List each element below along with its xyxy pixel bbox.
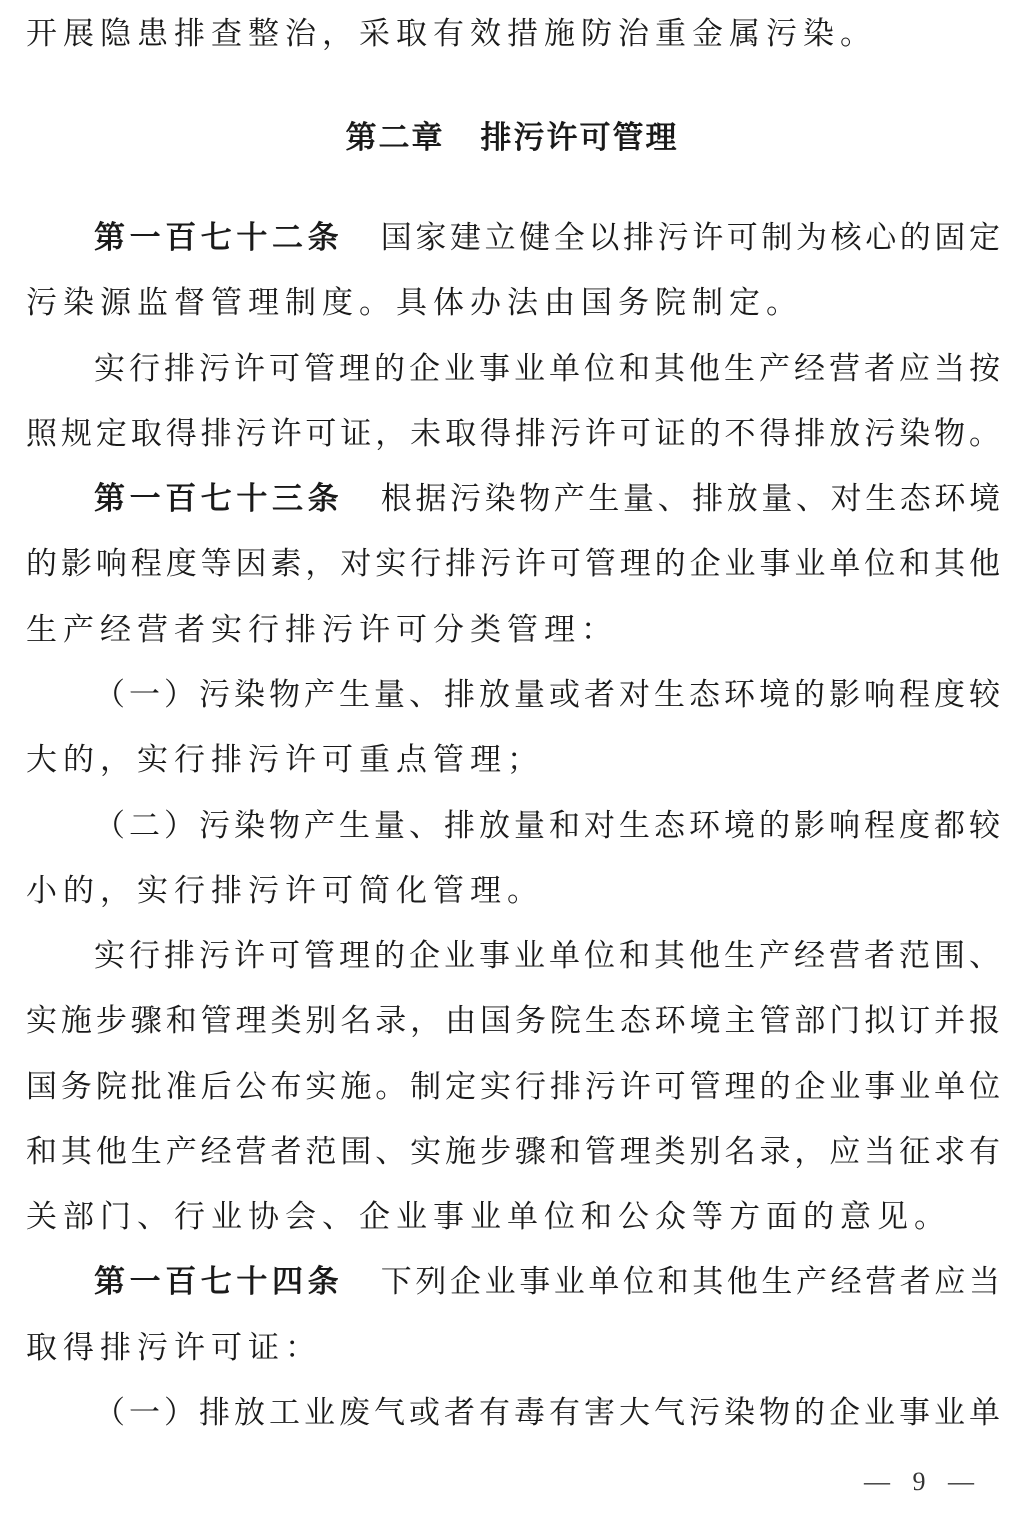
text-line-11: 大的，实行排污许可重点管理；: [26, 742, 544, 778]
article-173-text: 根据污染物产生量、排放量、对生态环境: [377, 481, 1001, 517]
text-line-13: 小的，实行排污许可简化管理。: [26, 873, 544, 909]
article-number-173: 第一百七十三条: [94, 481, 344, 517]
page-number: — 9 —: [864, 1467, 982, 1496]
text-line-20: 取得排污许可证：: [26, 1330, 322, 1366]
article-172-line-1: [94, 218, 1000, 258]
text-line-8: 的影响程度等因素，对实行排污许可管理的企业事业单位和其他: [26, 546, 1000, 582]
chapter-number: 第二章: [345, 120, 445, 156]
text-line-6: 照规定取得排污许可证，未取得排污许可证的不得排放污染物。: [26, 416, 1000, 452]
article-172-text: 国家建立健全以排污许可制为核心的固定: [377, 220, 1001, 256]
text-line-5: 实行排污许可管理的企业事业单位和其他生产经营者应当按: [94, 351, 1000, 387]
article-174-line-1: [94, 1262, 1000, 1302]
article-173-line-1: [94, 479, 1000, 519]
text-line-21: （一）排放工业废气或者有毒有害大气污染物的企业事业单: [94, 1395, 1000, 1431]
article-174-text: 下列企业事业单位和其他生产经营者应当: [377, 1264, 1001, 1300]
text-line-4: 污染源监督管理制度。具体办法由国务院制定。: [26, 285, 803, 321]
text-line-15: 实施步骤和管理类别名录，由国务院生态环境主管部门拟订并报: [26, 1003, 1000, 1039]
text-line-17: 和其他生产经营者范围、实施步骤和管理类别名录，应当征求有: [26, 1134, 1000, 1170]
article-number-174: 第一百七十四条: [94, 1264, 344, 1300]
text-line-18: 关部门、行业协会、企业事业单位和公众等方面的意见。: [26, 1199, 951, 1235]
text-line-16: 国务院批准后公布实施。制定实行排污许可管理的企业事业单位: [26, 1069, 1000, 1105]
text-line-14: 实行排污许可管理的企业事业单位和其他生产经营者范围、: [94, 938, 1000, 974]
text-line-1: 开展隐患排查整治，采取有效措施防治重金属污染。: [26, 16, 877, 52]
chapter-title: 排污许可管理: [480, 120, 679, 156]
text-line-10: （一）污染物产生量、排放量或者对生态环境的影响程度较: [94, 677, 1000, 713]
text-line-9: 生产经营者实行排污许可分类管理：: [26, 612, 618, 648]
chapter-heading: [0, 118, 1024, 158]
text-line-12: （二）污染物产生量、排放量和对生态环境的影响程度都较: [94, 808, 1000, 844]
article-number-172: 第一百七十二条: [94, 220, 344, 256]
